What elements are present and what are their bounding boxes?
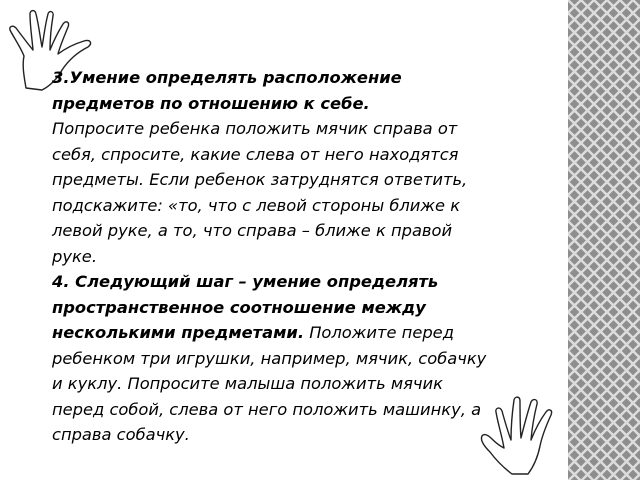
text-line <box>52 167 552 193</box>
text-line <box>52 269 552 295</box>
text-run: руке. <box>52 246 97 266</box>
text-line <box>52 371 552 397</box>
text-line <box>52 295 552 321</box>
text-line <box>52 244 552 270</box>
text-run: левой руке, а то, что справа – ближе к правой <box>52 221 453 240</box>
text-line <box>52 320 552 346</box>
paragraph-2 <box>52 269 552 448</box>
text-run: 3.Умение определять расположение <box>52 68 402 87</box>
text-run: несколькими предметами. <box>52 323 305 342</box>
text-line <box>52 91 552 117</box>
text-run: себя, спросите, какие слева от него находятся <box>52 144 459 164</box>
decorative-side-border <box>568 0 640 480</box>
text-run: подскажите: «то, что с левой стороны ближе к <box>52 195 461 215</box>
text-run: Попросите ребенка положить мячик справа от <box>52 119 458 138</box>
text-line <box>52 218 552 244</box>
text-run: и куклу. Попросите малыша положить мячик <box>52 374 443 393</box>
text-line <box>52 422 552 448</box>
text-line <box>52 346 552 372</box>
text-run: справа собачку. <box>52 425 190 444</box>
text-run: Положите перед <box>304 323 454 342</box>
text-run: перед собой, слева от него положить машинку, а <box>52 399 482 419</box>
text-run: предметов по отношению к себе. <box>52 93 370 113</box>
text-line <box>52 397 552 423</box>
text-line <box>52 65 552 91</box>
text-line <box>52 142 552 168</box>
paragraph-1 <box>52 65 552 269</box>
text-run: предметы. Если ребенок затруднятся ответить, <box>52 170 468 189</box>
slide-body-text <box>52 65 552 448</box>
text-line <box>52 116 552 142</box>
text-run: пространственное соотношение между <box>52 297 426 317</box>
text-line <box>52 193 552 219</box>
text-run: ребенком три игрушки, например, мячик, собачку <box>52 348 487 368</box>
text-run: 4. Следующий шаг – умение определять <box>52 272 439 291</box>
